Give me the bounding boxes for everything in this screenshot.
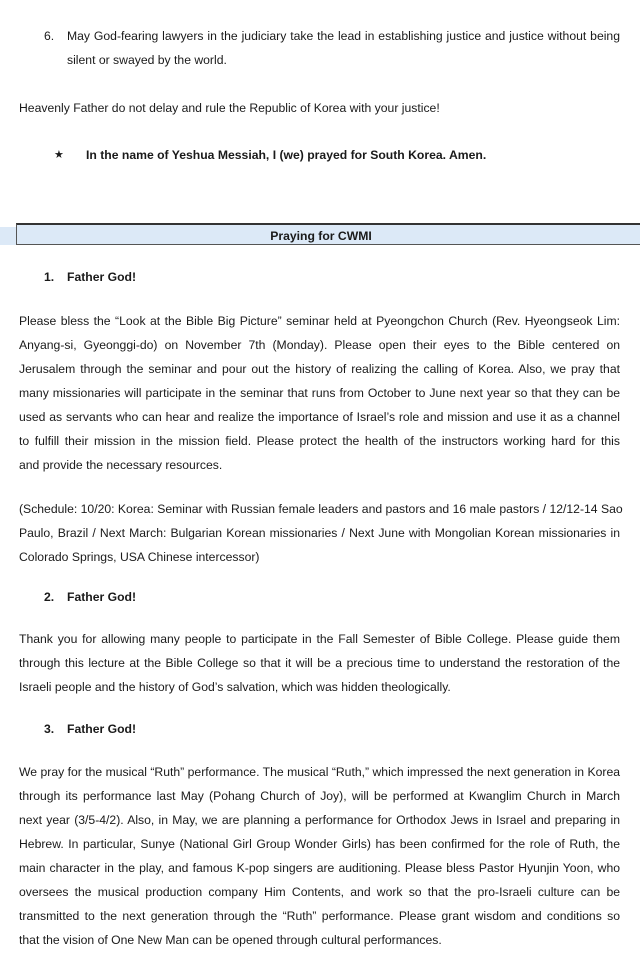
point1-line: Jerusalem through the seminar and pour out the history of realizing the calling of Korea. Also, we pray that (19, 362, 620, 376)
point1-line: many missionaries will participate in the seminar that runs from October to June next year so that they can be (19, 386, 620, 400)
point3-line: through its performance last May (Pohang Church of Joy), will be performed at Kwanglim Church in March (19, 789, 620, 803)
item6-line2: silent or swayed by the world. (67, 53, 227, 67)
star-bullet-icon: ★ (54, 149, 64, 161)
point3-number: 3. (44, 722, 55, 736)
point2-line: through this lecture at the Bible College so that it will be a precious time to understand the restoration of the (19, 656, 620, 670)
point2-line: Israeli people and the history of God’s salvation, which was hidden theologically. (19, 680, 451, 694)
point3-line: main character in the play, and famous K-pop singers are auditioning. Please bless Pastor Hyunjin Yoon, who (19, 861, 620, 875)
point3-heading: Father God! (67, 722, 137, 736)
point1-line: and provide the necessary resources. (19, 458, 223, 472)
point3-line: We pray for the musical “Ruth” performance. The musical “Ruth,” which impressed the next generation in Korea (19, 765, 620, 779)
schedule-line: Colorado Springs, USA Chinese intercessor) (19, 550, 260, 564)
list-number: 6. (44, 29, 55, 43)
point1-line: used as servants who can hear and realize the importance of Israel’s role and mission and use it as a channel (19, 410, 620, 424)
point1-line: to fulfill their mission in the mission field. Please protect the health of the instructors working hard for this (19, 434, 620, 448)
point1-number: 1. (44, 270, 55, 284)
point2-heading: Father God! (67, 590, 137, 604)
item6-line1: May God-fearing lawyers in the judiciary take the lead in establishing justice and justice without being (67, 29, 620, 43)
schedule-line: Paulo, Brazil / Next March: Bulgarian Korean missionaries / Next June with Mongolian Korean missionaries in (19, 526, 620, 540)
point3-line: oversees the musical production company Him Contents, and work so that the pro-Israeli culture can be (19, 885, 620, 899)
point3-line: Hebrew. In particular, Sunye (National Girl Group Wonder Girls) has been confirmed for the role of Ruth, the (19, 837, 620, 851)
section-header-accent (0, 227, 16, 245)
section-title: Praying for CWMI (270, 229, 372, 243)
point1-heading: Father God! (67, 270, 137, 284)
point3-line: next year (3/5-4/2). Also, in May, we are planning a performance for Orthodox Jews in Israel and preparing in (19, 813, 620, 827)
closing-prayer: In the name of Yeshua Messiah, I (we) prayed for South Korea. Amen. (86, 148, 487, 162)
point1-line: Please bless the “Look at the Bible Big Picture” seminar held at Pyeongchon Church (Rev. Hyeongseok Lim: (19, 314, 620, 328)
point3-line: that the vision of One New Man can be opened through cultural performances. (19, 933, 442, 947)
point1-line: Anyang-si, Gyeonggi-do) on November 7th (Monday). Please open their eyes to the Bible centered on (19, 338, 620, 352)
point2-line: Thank you for allowing many people to participate in the Fall Semester of Bible College. Please guide them (19, 632, 620, 646)
heavenly-prayer: Heavenly Father do not delay and rule the Republic of Korea with your justice! (19, 101, 440, 115)
point2-number: 2. (44, 590, 55, 604)
point3-line: transmitted to the next generation through the “Ruth” performance. Please grant wisdom and conditions so (19, 909, 620, 923)
schedule-line: (Schedule: 10/20: Korea: Seminar with Russian female leaders and pastors and 16 male pastors / 12/12-14 Sao (19, 502, 623, 516)
